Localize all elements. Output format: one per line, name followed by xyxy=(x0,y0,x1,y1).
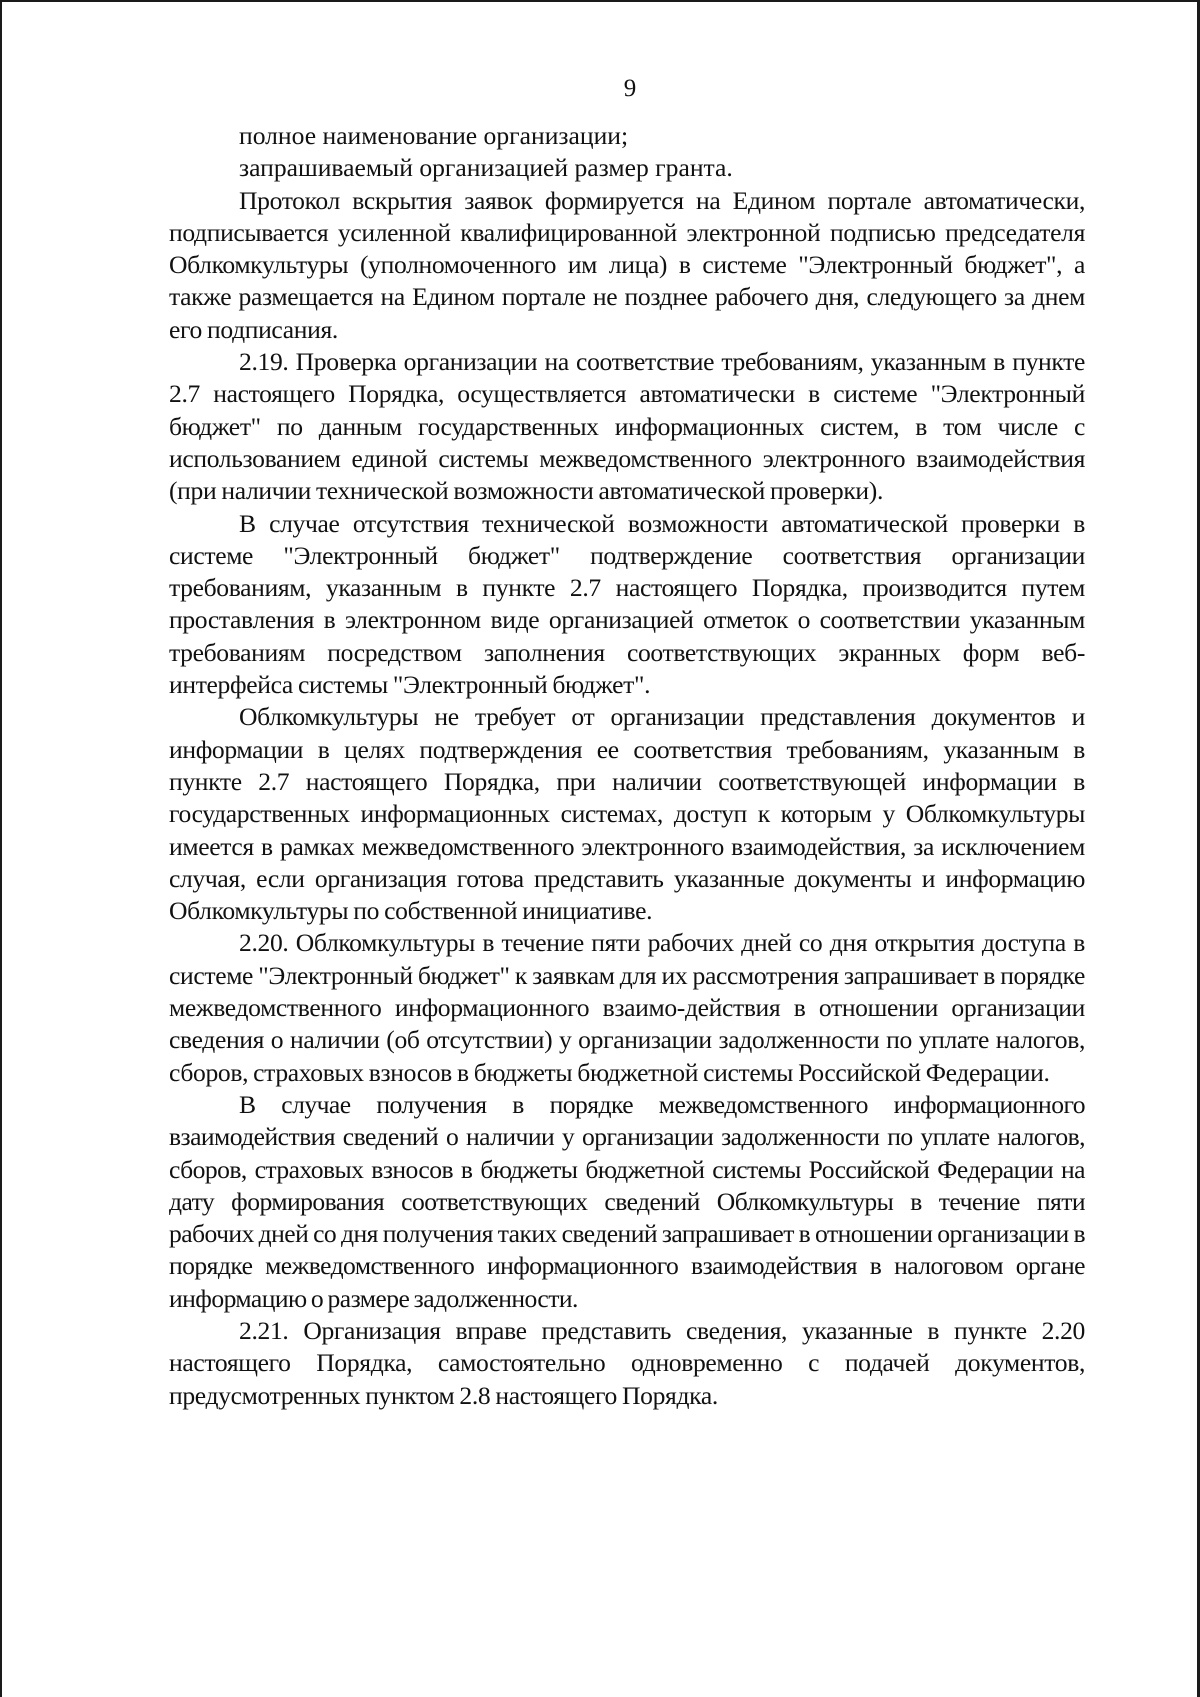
scan-border-top xyxy=(0,0,1200,2)
paragraph-no-auto-check: В случае отсутствия технической возможности автоматической проверки в системе "Электронный бюджет" подтверждение соответствия организации требованиям, указанным в пункте 2.7 настоящего Порядка, производится путем проставления в электронном виде организацией отметок о соответствии указанным требованиям посредством заполнения соответствующих экранных форм веб-интерфейса системы "Электронный бюджет". xyxy=(169,508,1085,700)
document-body xyxy=(169,120,1085,1412)
paragraph-org-name: полное наименование организации; xyxy=(239,121,629,150)
paragraph-no-documents-required: Облкомкультуры не требует от организации представления документов и информации в целях подтверждения ее соответствия требованиям, указанным в пункте 2.7 настоящего Порядка, при наличии соответствующей информации в государственных информационных системах, доступ к которым у Облкомкультуры имеется в рамках межведомственного электронного взаимодействия, за исключением случая, если организация готова представить указанные документы и информацию Облкомкультуры по собственной инициативе. xyxy=(169,702,1085,926)
paragraph-2-20: 2.20. Облкомкультуры в течение пяти рабочих дней со дня открытия доступа в системе "Электронный бюджет" к заявкам для их рассмотрения запрашивает в порядке межведомственного информационного взаимо-действия в отношении организации сведения о наличии (об отсутствии) у организации задолженности по уплате налогов, сборов, страховых взносов в бюджеты бюджетной системы Российской Федерации. xyxy=(169,928,1085,1087)
scan-border-left xyxy=(0,0,2,1697)
paragraph-debt-info: В случае получения в порядке межведомственного информационного взаимодействия сведений о наличии у организации задолженности по уплате налогов, сборов, страховых взносов в бюджеты бюджетной системы Российской Федерации на дату формирования соответствующих сведений Облкомкультуры в течение пяти рабочих дней со дня получения таких сведений запрашивает в отношении организации в порядке межведомственного информационного взаимодействия в налоговом органе информацию о размере задолженности. xyxy=(169,1089,1085,1313)
paragraph-2-19: 2.19. Проверка организации на соответствие требованиям, указанным в пункте 2.7 настоящего Порядка, осуществляется автоматически в системе "Электронный бюджет" по данным государственных информационных систем, в том числе с использованием единой системы межведомственного электронного взаимодействия (при наличии технической возможности автоматической проверки). xyxy=(169,347,1085,506)
page-number: 9 xyxy=(623,75,637,102)
paragraph-protocol: Протокол вскрытия заявок формируется на Едином портале автоматически, подписывается усиленной квалифицированной электронной подписью председателя Облкомкультуры (уполномоченного им лица) в системе "Электронный бюджет", а также размещается на Едином портале не позднее рабочего дня, следующего за днем его подписания. xyxy=(169,185,1085,344)
paragraph-grant-size: запрашиваемый организацией размер гранта. xyxy=(239,153,733,183)
paragraph-2-21: 2.21. Организация вправе представить сведения, указанные в пункте 2.20 настоящего Порядка, самостоятельно одновременно с подачей документов, предусмотренных пунктом 2.8 настоящего Порядка. xyxy=(169,1315,1085,1410)
